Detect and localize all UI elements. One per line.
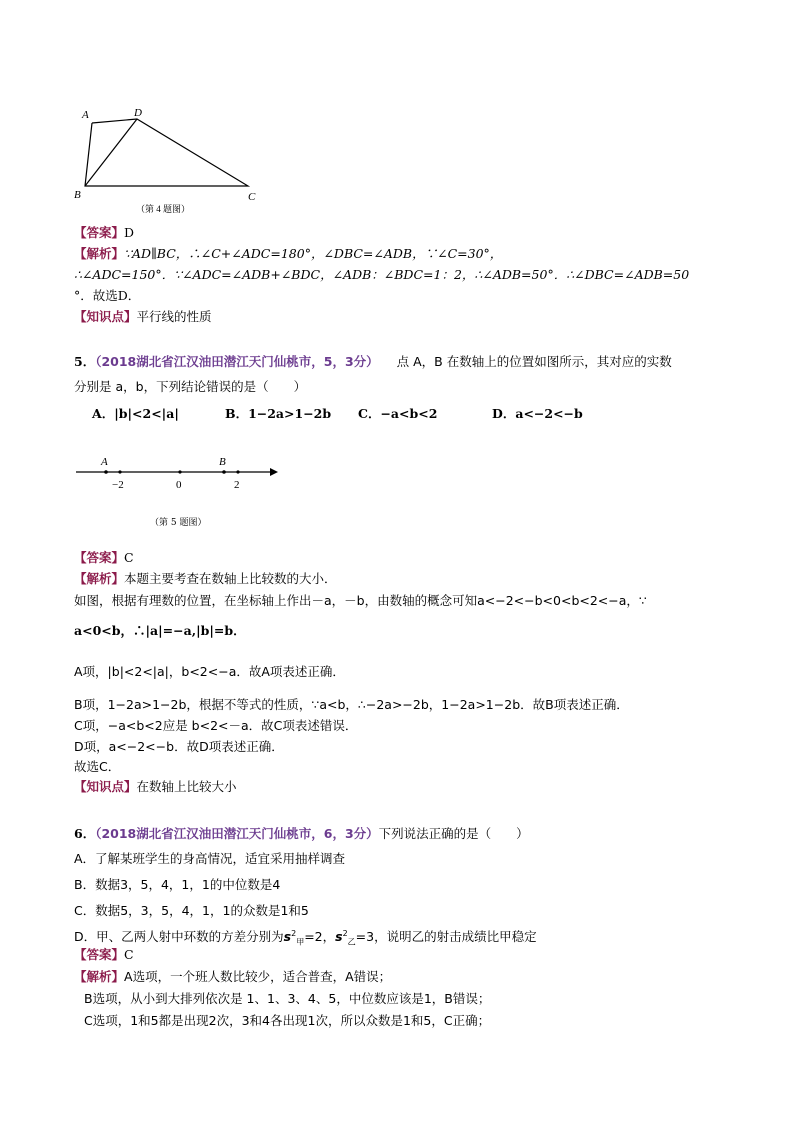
label-a: A xyxy=(82,109,89,121)
analysis-tag: 【解析】 xyxy=(74,571,125,586)
question-source: （2018湖北省江汉油田潜江天门仙桃市，5，3分） xyxy=(95,354,379,369)
q6-option-c: C．数据5，3，5，4，1，1的众数是1和5 xyxy=(74,903,309,918)
quad-outline xyxy=(85,119,248,186)
analysis-tag: 【解析】 xyxy=(74,246,125,261)
analysis-text: 本题主要考查在数轴上比较数的大小． xyxy=(124,571,337,586)
option-d-suffix: =3，说明乙的射击成绩比甲稳定 xyxy=(355,929,537,945)
q4-knowledge xyxy=(74,308,212,326)
q5-line-d: D项，a<−2<−b．故D项表述正确． xyxy=(74,739,284,754)
q5-header xyxy=(74,353,672,371)
q5-analysis-line3: a<0<b，∴|a|=−a,|b|=b． xyxy=(74,623,246,638)
axis-arrow-icon xyxy=(270,468,278,476)
analysis-text: A选项，一个班人数比较少，适合普查，A错误； xyxy=(124,969,392,984)
answer-value: D xyxy=(124,225,135,240)
answer-tag: 【答案】 xyxy=(74,550,125,565)
q4-analysis-line3: °．故选D． xyxy=(74,288,141,303)
q5-knowledge xyxy=(74,778,237,796)
q5-analysis-line2: 如图，根据有理数的位置，在坐标轴上作出－a，－b，由数轴的概念可知a<−2<−b<0<b<2<−a，∵ xyxy=(74,593,647,608)
variance-symbol-1: s xyxy=(283,929,292,945)
figure-5-caption: （第 5 题图） xyxy=(150,518,207,528)
answer-value: C xyxy=(124,550,134,565)
tick-label-2: 2 xyxy=(234,479,240,491)
q5-option-b: B．1−2a>1−2b xyxy=(225,406,332,421)
answer-value: C xyxy=(124,947,134,962)
answer-tag: 【答案】 xyxy=(74,225,125,240)
q6-analysis-line2: B选项，从小到大排列依次是 1、1、3、4、5，中位数应该是1，B错误； xyxy=(84,991,491,1006)
option-d-prefix: D．甲、乙两人射中环数的方差分别为 xyxy=(74,929,284,945)
tick-label-0: 0 xyxy=(176,479,182,491)
q5-line-c: C项，−a<b<2应是 b<2<－a．故C项表述错误． xyxy=(74,718,358,733)
q5-line-a: A项，|b|<2<|a|，b<2<−a．故A项表述正确． xyxy=(74,664,345,679)
point-a xyxy=(104,470,108,474)
point-b xyxy=(222,470,226,474)
q5-option-d: D．a<−2<−b xyxy=(492,406,583,421)
question-number: 5． xyxy=(74,354,96,369)
tick-minus2 xyxy=(118,470,121,473)
label-c: C xyxy=(248,191,256,203)
diagonal-bd xyxy=(85,119,137,186)
question-number: 6． xyxy=(74,826,96,841)
option-d-mid: =2， xyxy=(304,929,336,945)
q4-analysis-line2: ∴∠ADC=150°．∵∠ADC=∠ADB+∠BDC，∠ADB：∠BDC=1：2，∴∠ADB=50°．∴∠DBC=∠ADB=50 xyxy=(74,267,690,282)
label-b: B xyxy=(74,189,81,201)
q5-stem2: 分别是 a，b，下列结论错误的是（ ） xyxy=(74,379,307,394)
tick-2 xyxy=(236,470,239,473)
q5-conclusion: 故选C． xyxy=(74,759,121,774)
q4-answer xyxy=(74,224,134,242)
variance-sub-1: 甲 xyxy=(296,937,305,947)
figure-4-caption: （第 4 题图） xyxy=(136,204,191,214)
question-stem: 点 A，B 在数轴上的位置如图所示，其对应的实数 xyxy=(396,354,672,369)
analysis-text: ∵AD∥BC，∴∠C+∠ADC=180°，∠DBC=∠ADB，∵∠C=30°， xyxy=(124,246,503,261)
q6-analysis-line3: C选项，1和5都是出现2次，3和4各出现1次，所以众数是1和5，C正确； xyxy=(84,1013,491,1028)
label-point-b: B xyxy=(219,456,226,468)
label-point-a: A xyxy=(101,456,108,468)
q4-analysis-line1 xyxy=(74,245,502,263)
q6-answer xyxy=(74,946,134,964)
tick-0 xyxy=(178,470,181,473)
q5-option-a: A．|b|<2<|a| xyxy=(92,406,179,421)
analysis-tag: 【解析】 xyxy=(74,969,125,984)
q6-option-b: B．数据3，5，4，1，1的中位数是4 xyxy=(74,877,281,892)
q6-option-d: D．甲、乙两人射中环数的方差分别为$s^2_甲=2$，$s^2_乙=3$，说明乙的射击成绩比甲稳定 xyxy=(74,929,537,947)
q5-answer xyxy=(74,549,134,567)
q5-line-b: B项，1−2a>1−2b，根据不等式的性质，∵a<b，∴−2a>−2b，1−2a>1−2b．故B项表述正确． xyxy=(74,697,629,712)
q6-header xyxy=(74,825,529,843)
variance-sub-2: 乙 xyxy=(347,937,356,947)
knowledge-tag: 【知识点】 xyxy=(74,779,137,794)
q6-option-a: A．了解某班学生的身高情况，适宜采用抽样调查 xyxy=(74,851,346,866)
tick-label-minus2: −2 xyxy=(112,479,124,491)
q5-option-c: C．−a<b<2 xyxy=(358,406,438,421)
label-d: D xyxy=(134,107,142,119)
figure-4-quadrilateral xyxy=(70,100,270,218)
question-source: （2018湖北省江汉油田潜江天门仙桃市，6，3分） xyxy=(95,826,379,841)
knowledge-tag: 【知识点】 xyxy=(74,309,137,324)
figure-5-number-line xyxy=(74,452,284,494)
q6-analysis-line1 xyxy=(74,968,391,986)
question-stem: 下列说法正确的是（ ） xyxy=(378,826,529,841)
knowledge-text: 平行线的性质 xyxy=(136,309,212,324)
knowledge-text: 在数轴上比较大小 xyxy=(136,779,237,794)
q5-analysis-line1 xyxy=(74,570,337,588)
answer-tag: 【答案】 xyxy=(74,947,125,962)
variance-symbol-2: s xyxy=(335,929,343,945)
